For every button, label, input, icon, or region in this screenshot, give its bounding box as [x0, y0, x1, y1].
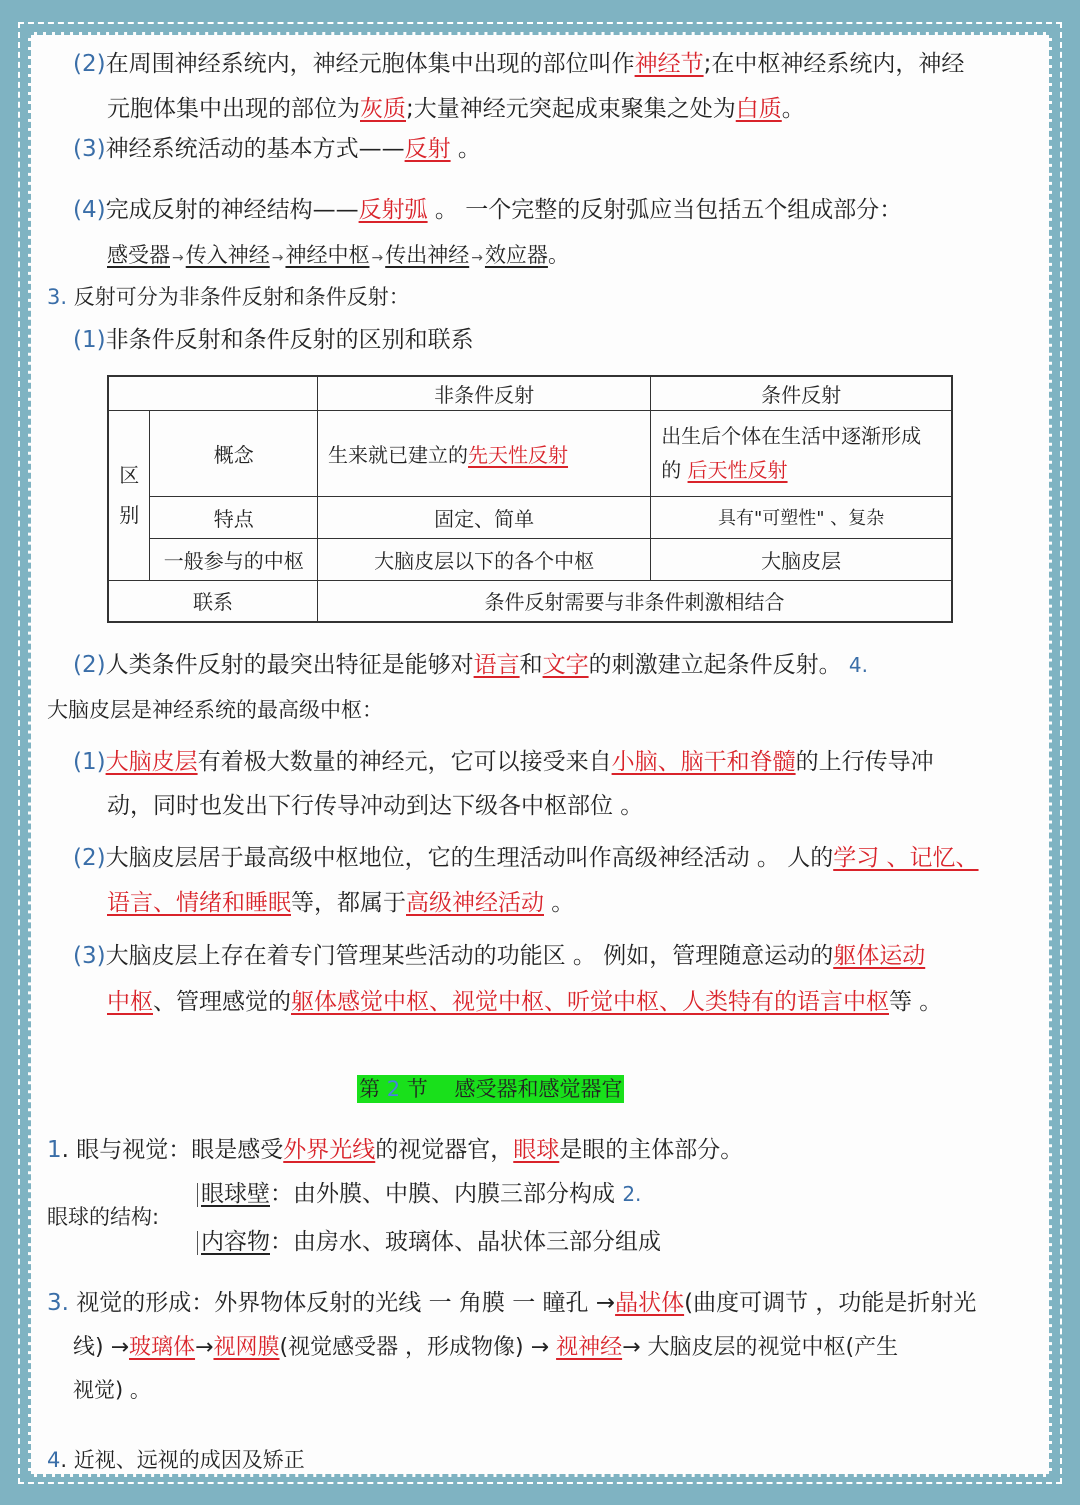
eye-point-3-cont: 线) →玻璃体→视网膜(视觉感受器 ，形成物像) → 视神经→ 大脑皮层的视觉中枢(产生	[73, 1335, 899, 1360]
cortex-point-3: (3)大脑皮层上存在着专门管理某些活动的功能区 。 例如，管理随意运动的躯体运动	[73, 943, 926, 969]
table-difference-label: 区 别	[108, 410, 150, 580]
reflex-arc-chain: 感受器 →传入神经 →神经中枢 →传出神经 →效应器。	[107, 243, 569, 267]
table-cell: 条件反射需要与非条件刺激相结合	[318, 580, 952, 622]
chain-item: 传入神经	[185, 243, 270, 267]
chain-item: 传出神经	[385, 243, 470, 267]
document-page	[28, 32, 1052, 1477]
cortex-point-2: (2)大脑皮层居于最高级中枢地位，它的生理活动叫作高级神经活动 。 人的学习 、记忆、	[73, 845, 979, 871]
arrow-icon: →	[471, 250, 483, 266]
table-cell: 大脑皮层	[651, 538, 952, 580]
cortex-point-1: (1)大脑皮层有着极大数量的神经元，它可以接受来自小脑、脑干和脊髓的上行传导冲	[73, 749, 934, 775]
table-cell: 出生后个体在生活中逐渐形成 的 后天性反射	[651, 410, 952, 496]
para-ganglion: (2)在周围神经系统内，神经元胞体集中出现的部位叫作神经节;在中枢神经系统内，神经	[73, 51, 965, 77]
eyeball-structure-label: 眼球的结构:	[47, 1205, 160, 1229]
subsection-3-2: (2)人类条件反射的最突出特征是能够对语言和文字的刺激建立起条件反射。 4.	[73, 652, 868, 678]
cortex-point-1-cont: 动，同时也发出下行传导冲动到达下级各中枢部位 。	[107, 793, 644, 819]
table-row	[108, 538, 952, 580]
eye-point-3: 3. 视觉的形成：外界物体反射的光线 一 角膜 一 瞳孔 →晶状体(曲度可调节 ，功能是折射光	[47, 1290, 977, 1316]
eye-point-4: 4. 近视、远视的成因及矫正	[47, 1448, 305, 1472]
table-row	[108, 580, 952, 622]
bracket-mark	[197, 1231, 198, 1255]
eye-point-1: 1. 眼与视觉：眼是感受外界光线的视觉器官，眼球是眼的主体部分。	[47, 1137, 744, 1163]
chain-item: 神经中枢	[285, 243, 370, 267]
table-header-conditioned: 条件反射	[651, 376, 952, 410]
section-title: 第 2 节 感受器和感觉器官	[359, 1077, 623, 1101]
table-cell: 固定、简单	[318, 496, 651, 538]
section-4-heading: 大脑皮层是神经系统的最高级中枢：	[47, 698, 383, 722]
eyeball-wall: 眼球壁：由外膜、中膜、内膜三部分构成 2.	[201, 1181, 642, 1207]
para-reflex: (3)神经系统活动的基本方式——反射 。	[73, 136, 481, 162]
table-cell: 生来就已建立的先天性反射	[318, 410, 651, 496]
chain-item: 效应器	[484, 243, 548, 267]
arrow-icon: →	[172, 250, 184, 266]
table-cell: 具有"可塑性" 、复杂	[651, 496, 952, 538]
table-row-label: 概念	[150, 410, 318, 496]
table-row-label: 一般参与的中枢	[150, 538, 318, 580]
chain-item: 感受器	[107, 243, 170, 267]
table-row	[108, 496, 952, 538]
bracket-mark	[197, 1183, 198, 1207]
cortex-point-2-cont: 语言、情绪和睡眠等，都属于高级神经活动 。	[107, 890, 575, 916]
table-row	[108, 410, 952, 496]
cortex-point-3-cont: 中枢、管理感觉的躯体感觉中枢、视觉中枢、听觉中枢、人类特有的语言中枢等 。	[107, 989, 943, 1015]
eyeball-contents: 内容物：由房水、玻璃体、晶状体三部分组成	[201, 1229, 661, 1255]
table-row-label: 联系	[108, 580, 318, 622]
subsection-3-1: (1)非条件反射和条件反射的区别和联系	[73, 327, 474, 353]
para-reflex-arc: (4)完成反射的神经结构——反射弧 。 一个完整的反射弧应当包括五个组成部分：	[73, 197, 903, 223]
table-header-unconditioned: 非条件反射	[318, 376, 651, 410]
eye-point-3-cont2: 视觉) 。	[73, 1378, 151, 1402]
reflex-comparison-table	[107, 375, 953, 623]
table-header-row	[108, 376, 952, 410]
table-corner-cell	[108, 376, 318, 410]
table-cell: 大脑皮层以下的各个中枢	[318, 538, 651, 580]
section-3-heading: 3. 反射可分为非条件反射和条件反射：	[47, 285, 410, 309]
table-row-label: 特点	[150, 496, 318, 538]
arrow-icon: →	[271, 250, 284, 266]
para-ganglion-cont: 元胞体集中出现的部位为灰质;大量神经元突起成束聚集之处为白质。	[107, 96, 805, 122]
arrow-icon: →	[371, 250, 384, 266]
